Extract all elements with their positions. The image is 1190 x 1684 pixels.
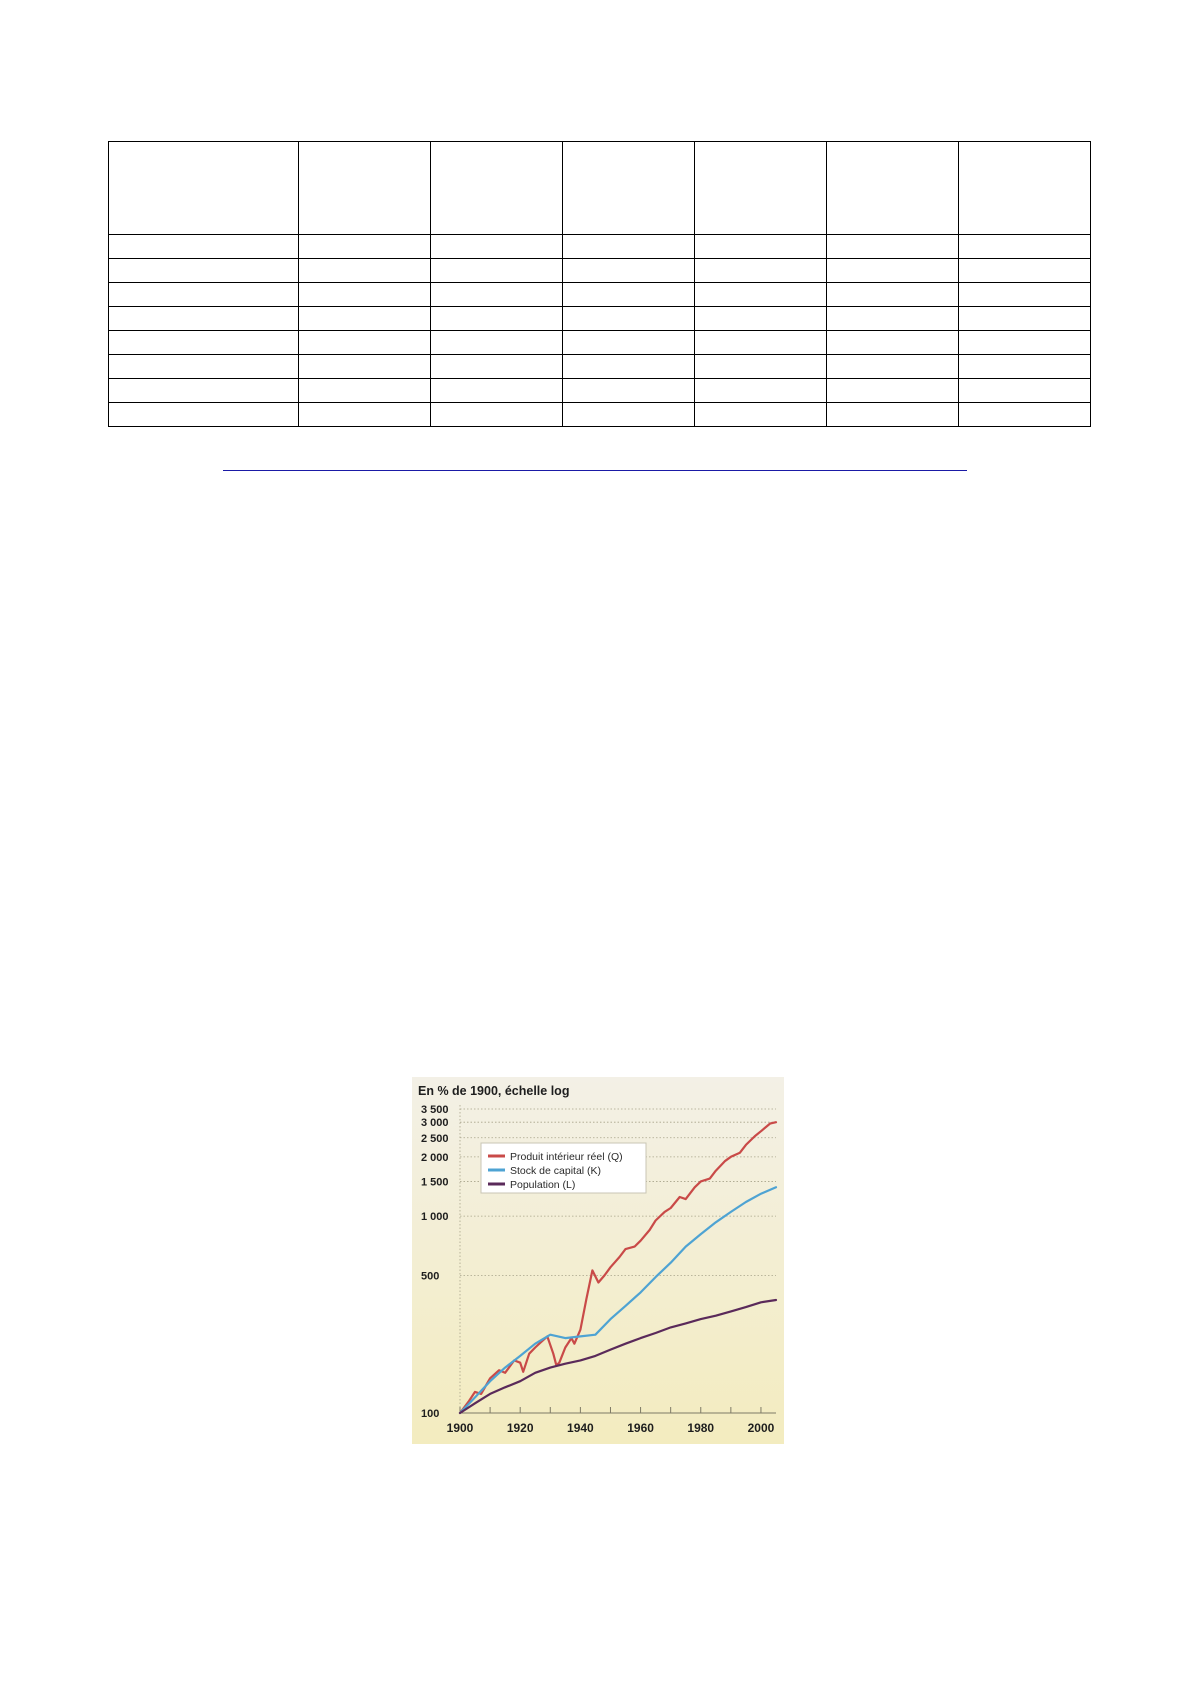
table-cell [109, 283, 299, 307]
y-tick-label: 500 [421, 1270, 440, 1283]
table-cell [959, 142, 1091, 235]
empty-data-table [108, 141, 1091, 427]
y-tick-label: 3 500 [421, 1104, 449, 1116]
y-tick-label: 2 000 [421, 1151, 449, 1164]
table-row [109, 235, 1091, 259]
table-cell [299, 355, 431, 379]
growth-chart [412, 1077, 784, 1444]
legend-label: Population (L) [510, 1179, 576, 1191]
table-cell [959, 403, 1091, 427]
table-cell [299, 259, 431, 283]
table-cell [959, 355, 1091, 379]
table-cell [109, 142, 299, 235]
table-cell [109, 235, 299, 259]
legend-label: Produit intérieur réel (Q) [510, 1151, 623, 1163]
table-cell [299, 142, 431, 235]
table-cell [827, 403, 959, 427]
chart-background [412, 1077, 784, 1444]
table-cell [109, 307, 299, 331]
table-cell [431, 283, 563, 307]
table-cell [431, 235, 563, 259]
x-tick-label: 2000 [747, 1421, 775, 1435]
table-cell [695, 331, 827, 355]
table-cell [827, 235, 959, 259]
y-tick-label: 1 500 [421, 1176, 449, 1189]
table-cell [431, 403, 563, 427]
y-tick-label: 3 000 [421, 1117, 449, 1130]
table-cell [695, 403, 827, 427]
table-row [109, 379, 1091, 403]
table-cell [563, 307, 695, 331]
table-cell [299, 403, 431, 427]
table-cell [431, 331, 563, 355]
chart-svg [412, 1077, 784, 1444]
horizontal-rule [223, 470, 967, 471]
table-cell [563, 379, 695, 403]
table-cell [563, 355, 695, 379]
table-cell [695, 235, 827, 259]
table-cell [695, 379, 827, 403]
x-tick-label: 1980 [687, 1421, 715, 1435]
table-cell [695, 142, 827, 235]
table-cell [563, 283, 695, 307]
table-cell [299, 307, 431, 331]
table-cell [563, 142, 695, 235]
table-cell [959, 331, 1091, 355]
table-cell [299, 379, 431, 403]
table-row [109, 355, 1091, 379]
table-cell [695, 307, 827, 331]
table-cell [827, 355, 959, 379]
table-row [109, 331, 1091, 355]
x-tick-label: 1920 [506, 1421, 534, 1435]
table-cell [431, 355, 563, 379]
table-cell [959, 379, 1091, 403]
table-row [109, 307, 1091, 331]
table-cell [959, 307, 1091, 331]
table-cell [827, 379, 959, 403]
table-cell [827, 283, 959, 307]
table-header-row [109, 142, 1091, 235]
table-cell [431, 307, 563, 331]
table-cell [563, 403, 695, 427]
table-cell [109, 331, 299, 355]
table-cell [109, 403, 299, 427]
table-cell [563, 235, 695, 259]
table-cell [695, 259, 827, 283]
x-tick-label: 1960 [627, 1421, 654, 1435]
table-cell [431, 142, 563, 235]
table-cell [109, 259, 299, 283]
chart-title: En % de 1900, échelle log [418, 1084, 570, 1098]
table-row [109, 283, 1091, 307]
table-cell [109, 355, 299, 379]
table-cell [563, 259, 695, 283]
table-cell [431, 379, 563, 403]
table-cell [827, 259, 959, 283]
x-tick-label: 1900 [446, 1421, 474, 1435]
table-cell [299, 235, 431, 259]
table-cell [431, 259, 563, 283]
table-row [109, 259, 1091, 283]
table-cell [695, 283, 827, 307]
table-cell [299, 331, 431, 355]
legend [481, 1143, 646, 1193]
table-cell [109, 379, 299, 403]
y-tick-label: 2 500 [421, 1132, 449, 1145]
table-cell [563, 331, 695, 355]
legend-label: Stock de capital (K) [510, 1165, 602, 1177]
table-cell [299, 283, 431, 307]
table-cell [959, 283, 1091, 307]
table-cell [827, 142, 959, 235]
table-cell [959, 259, 1091, 283]
y-tick-label: 100 [421, 1408, 440, 1420]
x-tick-label: 1940 [567, 1421, 594, 1435]
y-tick-label: 1 000 [421, 1211, 449, 1224]
table-cell [695, 355, 827, 379]
table-row [109, 403, 1091, 427]
table-cell [827, 331, 959, 355]
table-cell [959, 235, 1091, 259]
table-cell [827, 307, 959, 331]
